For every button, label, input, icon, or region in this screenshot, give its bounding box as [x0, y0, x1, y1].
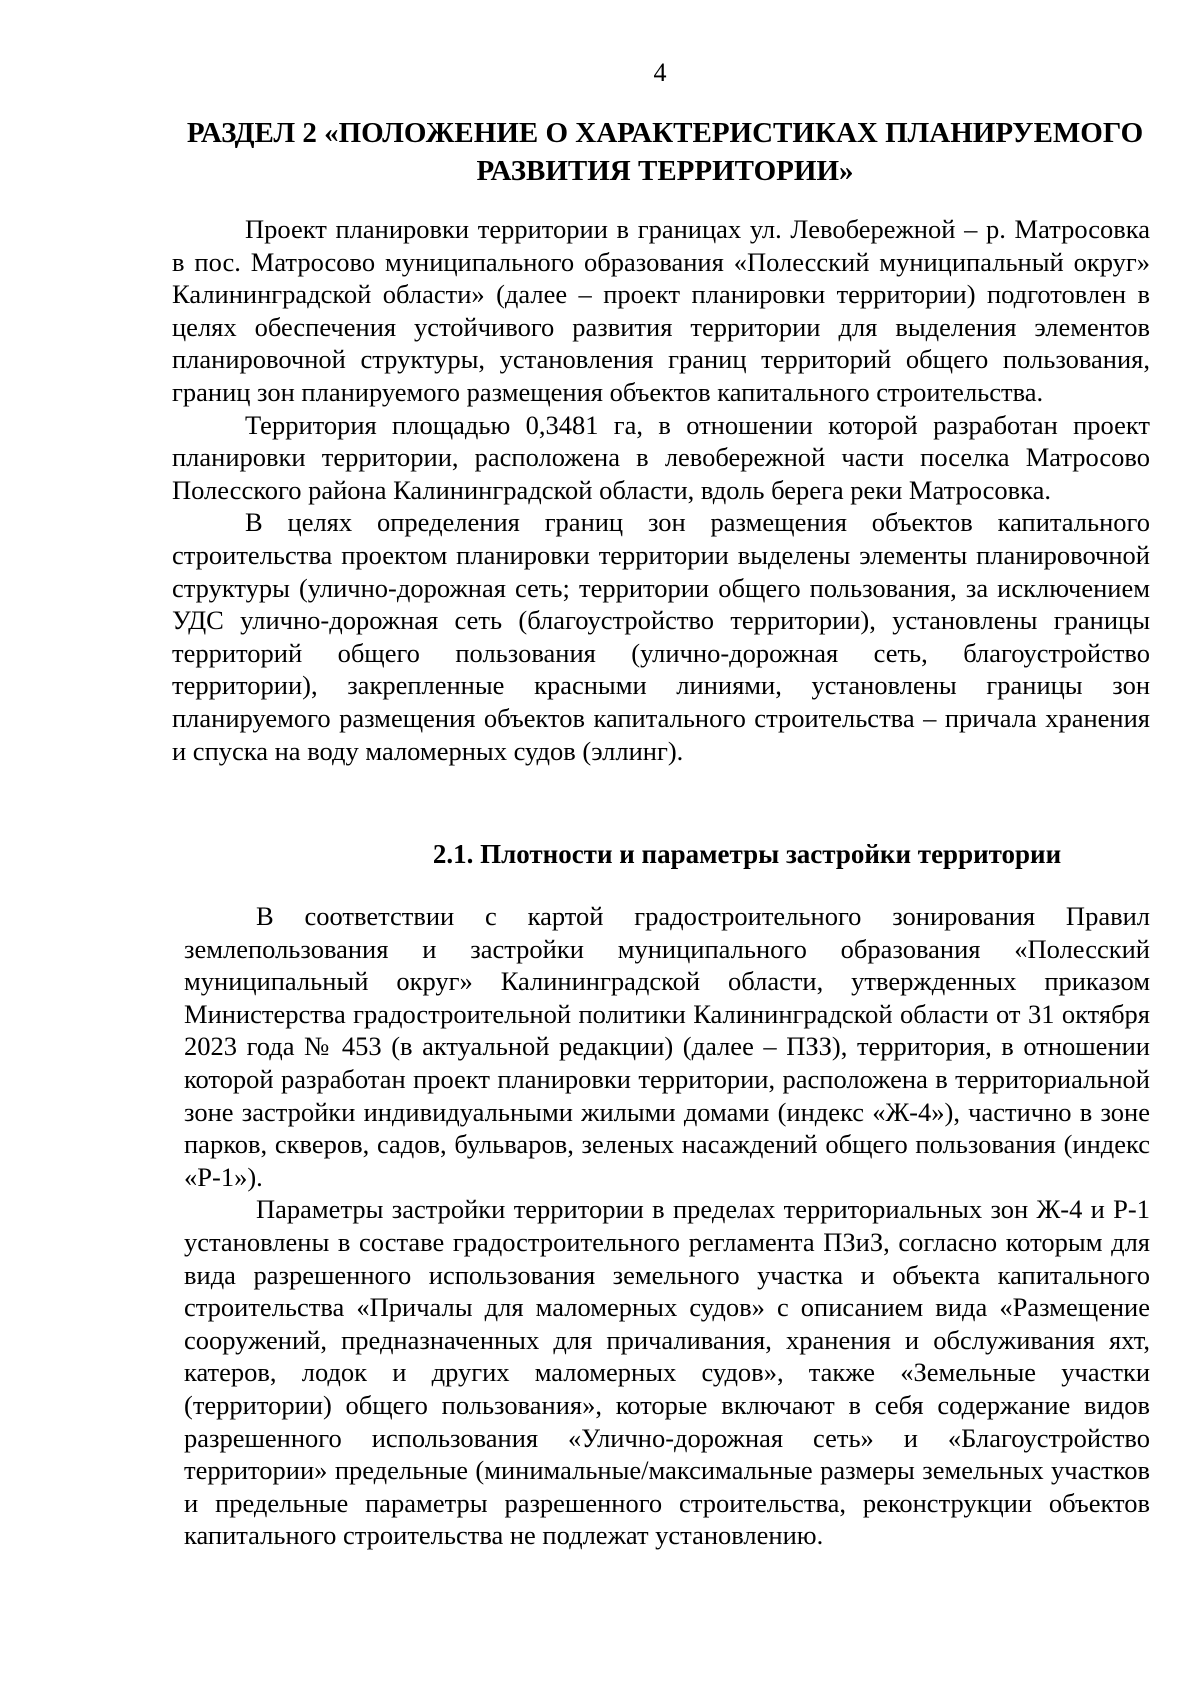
- paragraph-building-parameters: Параметры застройки территории в пределах территориальных зон Ж-4 и Р-1 установлены в составе градостроительного регламента ПЗиЗ, согласно которым для вида разрешенного использования земельного участка и объекта капитального строительства «Причалы для маломерных судов» с описанием вида «Размещение сооружений, предназначенных для причаливания, хранения и обслуживания яхт, катеров, лодок и других маломерных судов», также «Земельные участки (территории) общего пользования», которые включают в себя содержание видов разрешенного использования «Улично-дорожная сеть» и «Благоустройство территории» предельные (минимальные/максимальные размеры земельных участков и предельные параметры разрешенного строительства, реконструкции объектов капитального строительства не подлежат установлению.: [184, 1194, 1150, 1551]
- section-body: [172, 213, 1150, 767]
- paragraph-planning-elements: В целях определения границ зон размещения объектов капитального строительства проектом планировки территории выделены элементы планировочной структуры (улично-дорожная сеть; территории общего пользования, за исключением УДС улично-дорожная сеть (благоустройство территории), установлены границы территорий общего пользования (улично-дорожная сеть, благоустройство территории), закрепленные красными линиями, установлены границы зон планируемого размещения объектов капитального строительства – причала хранения и спуска на воду маломерных судов (эллинг).: [172, 507, 1150, 766]
- subsection-body: [184, 900, 1150, 1552]
- paragraph-zoning: В соответствии с картой градостроительного зонирования Правил землепользования и застройки муниципального образования «Полесский муниципальный округ» Калининградской области, утвержденных приказом Министерства градостроительной политики Калининградской области от 31 октября 2023 года № 453 (в актуальной редакции) (далее – ПЗЗ), территория, в отношении которой разработан проект планировки территории, расположена в территориальной зоне застройки индивидуальными жилыми домами (индекс «Ж-4»), частично в зоне парков, скверов, садов, бульваров, зеленых насаждений общего пользования (индекс «Р-1»).: [184, 901, 1150, 1192]
- paragraph-project-purpose: Проект планировки территории в границах ул. Левобережной – р. Матросовка в пос. Матросово муниципального образования «Полесский муниципальный округ» Калининградской области» (далее – проект планировки территории) подготовлен в целях обеспечения устойчивого развития территории для выделения элементов планировочной структуры, установления границ территорий общего пользования, границ зон планируемого размещения объектов капитального строительства.: [172, 214, 1150, 407]
- section-title: РАЗДЕЛ 2 «ПОЛОЖЕНИЕ О ХАРАКТЕРИСТИКАХ ПЛАНИРУЕМОГО РАЗВИТИЯ ТЕРРИТОРИИ»: [186, 117, 1144, 187]
- page-number: 4: [653, 58, 667, 87]
- subsection-title: 2.1. Плотности и параметры застройки территории: [432, 839, 1062, 869]
- paragraph-territory-area: Территория площадью 0,3481 га, в отношении которой разработан проект планировки территории, расположена в левобережной части поселка Матросово Полесского района Калининградской области, вдоль берега реки Матросовка.: [172, 409, 1150, 505]
